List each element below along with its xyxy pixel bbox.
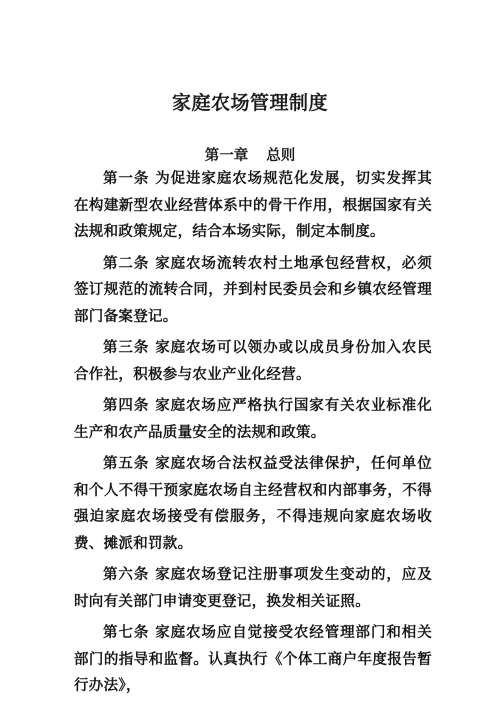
- chapter-number: 第一章: [204, 148, 249, 164]
- article-1: 第一条 为促进家庭农场规范化发展，切实发挥其在构建新型农业经营体系中的骨干作用，根据国家有关法规和政策规定，结合本场实际，制定本制度。: [74, 171, 432, 240]
- article-2: 第二条 家庭农场流转农村土地承包经营权，必须签订规范的流转合同，并到村民委员会和乡镇农经管理部门备案登记。: [74, 255, 432, 325]
- chapter-name: 总则: [266, 148, 296, 164]
- article-7: 第七条 家庭农场应自觉接受农经管理部门和相关部门的指导和监督。认真执行《个体工商户年度报告暂行办法》，: [74, 625, 432, 694]
- article-4: 第四条 家庭农场应严格执行国家有关农业标准化生产和农产品质量安全的法规和政策。: [74, 398, 432, 441]
- article-6: 第六条 家庭农场登记注册事项发生变动的，应及时向有关部门申请变更登记，换发相关证照。: [74, 567, 432, 610]
- article-5: 第五条 家庭农场合法权益受法律保护，任何单位和个人不得干预家庭农场自主经营权和内部事务，不得强迫家庭农场接受有偿服务，不得违规向家庭农场收费、摊派和罚款。: [74, 456, 432, 552]
- chapter-heading: [0, 144, 500, 165]
- document-title: 家庭农场管理制度: [171, 92, 328, 114]
- document-body: [74, 166, 432, 705]
- article-3: 第三条 家庭农场可以领办或以成员身份加入农民合作社，积极参与农业产业化经营。: [74, 340, 432, 383]
